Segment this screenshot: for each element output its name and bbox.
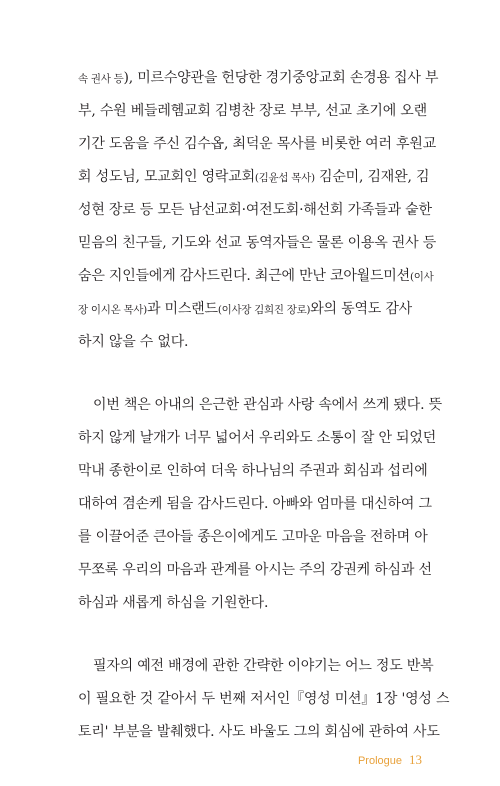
body-text-line: 하심과 새롭게 하심을 기원한다. <box>78 595 269 611</box>
body-text-line <box>78 69 438 88</box>
page-number: 13 <box>409 752 422 767</box>
body-text-line: 기간 도움을 주신 김수옵, 최덕운 목사를 비롯한 여러 후원교 <box>78 136 437 152</box>
body-text-line: 믿음의 친구들, 기도와 선교 동역자들은 물론 이용옥 권사 등 <box>78 235 437 251</box>
body-text-line: 대하여 겸손케 됨을 감사드린다. 아빠와 엄마를 대신하여 그 <box>78 496 432 512</box>
body-text-line: 토리' 부분을 발췌했다. 사도 바울도 그의 회심에 관하여 사도 <box>78 724 440 740</box>
body-text-line: 성현 장로 등 모든 남선교회·여전도회·해선회 가족들과 숱한 <box>78 202 432 218</box>
body-text-line: 이 필요한 것 같아서 두 번째 저서인『영성 미션』1장 '영성 스 <box>78 691 450 707</box>
inline-annotation: 장 이시온 목사) <box>78 304 147 316</box>
inline-annotation: (김윤섭 목사) <box>254 172 315 184</box>
body-text-line <box>78 168 429 187</box>
text-run: 회 성도님, 모교회인 영락교회 <box>78 169 255 185</box>
text-run: 김순미, 김재완, 김 <box>314 169 430 185</box>
body-text-line: 이번 책은 아내의 은근한 관심과 사랑 속에서 쓰게 됐다. 뜻 <box>93 397 442 413</box>
body-text-line: 하지 않을 수 없다. <box>78 334 189 350</box>
body-text-line <box>78 300 412 319</box>
page-footer <box>358 752 422 768</box>
text-run: 숨은 지인들에게 감사드린다. 최근에 만난 코아월드미션 <box>78 268 410 284</box>
body-text-line: 필자의 예전 배경에 관한 간략한 이야기는 어느 정도 반복 <box>93 658 434 674</box>
text-run: ), 미르수양관을 헌당한 경기중앙교회 손경용 집사 부 <box>123 70 439 86</box>
inline-annotation: (이사장 김희진 장로) <box>217 304 311 316</box>
body-text-line: 무쪼록 우리의 마음과 관계를 아시는 주의 강권케 하심과 선 <box>78 562 432 578</box>
body-text-line: 하지 않게 날개가 너무 넓어서 우리와도 소통이 잘 안 되었던 <box>78 430 437 446</box>
inline-annotation: 속 권사 등 <box>78 73 124 85</box>
body-text-line <box>78 267 433 286</box>
body-text-line: 를 이끌어준 큰아들 종은이에게도 고마운 마음을 전하며 아 <box>78 529 428 545</box>
text-run: 와의 동역도 감사 <box>310 301 413 317</box>
text-run: 과 미스랜드 <box>146 301 218 317</box>
body-text-line: 부, 수원 베들레헴교회 김병찬 장로 부부, 선교 초기에 오랜 <box>78 103 427 119</box>
body-text-line: 막내 종한이로 인하여 더욱 하나님의 주권과 회심과 섭리에 <box>78 463 428 479</box>
inline-annotation: (이사 <box>409 271 434 283</box>
section-label: Prologue <box>357 755 402 767</box>
